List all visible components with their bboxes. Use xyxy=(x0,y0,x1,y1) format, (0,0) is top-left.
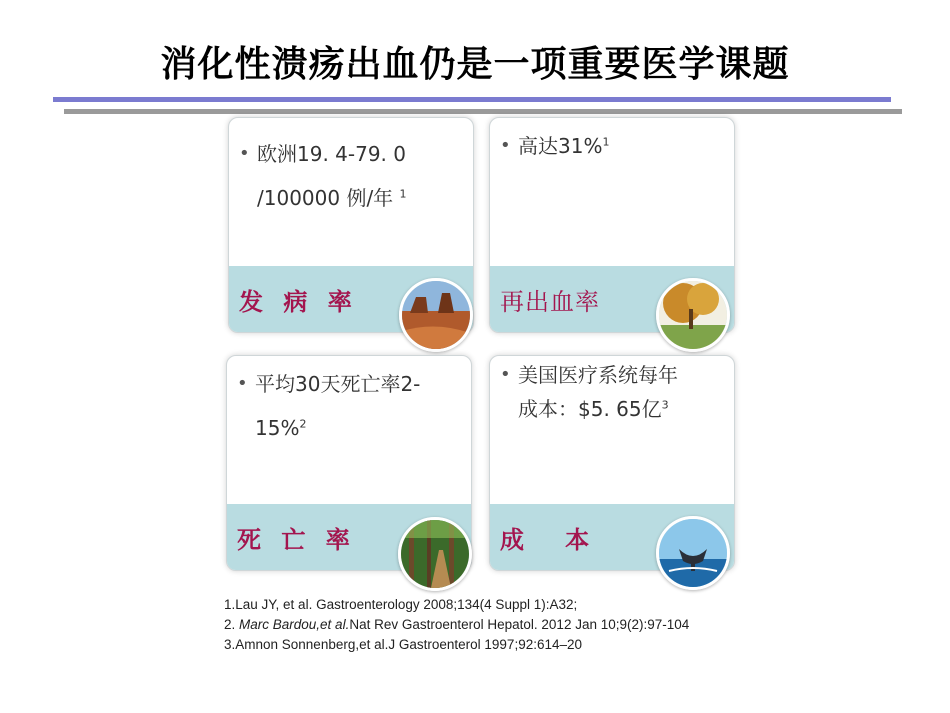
reference-2-source: Nat Rev Gastroenterol Hepatol. 2012 Jan 10;9(2):97-104 xyxy=(349,617,690,632)
reference-3: 3.Amnon Sonnenberg,et al.J Gastroenterol 1997;92:614–20 xyxy=(224,637,583,652)
bullet-icon: • xyxy=(239,143,250,164)
card-body xyxy=(490,118,734,266)
card-text-line2: /100000 例/年 xyxy=(257,186,394,210)
card-text-line1: 高达31% xyxy=(518,134,603,158)
reference-2-authors: Marc Bardou,et al. xyxy=(239,617,350,632)
bullet-icon: • xyxy=(500,135,511,156)
citation-sup: 1 xyxy=(399,187,407,201)
card-text-line2: 15% xyxy=(255,416,300,440)
card-text-line1: 美国医疗系统每年 xyxy=(518,363,678,387)
card-label: 再出血率 xyxy=(500,288,600,316)
reference-2-number: 2. xyxy=(224,617,240,632)
title-rule-gray xyxy=(64,109,902,114)
card-text-line1: 平均30天死亡率2- xyxy=(255,372,421,396)
autumn-tree-photo xyxy=(656,278,730,352)
citation-sup: 1 xyxy=(602,135,610,149)
bullet-icon: • xyxy=(237,373,248,394)
citation-sup: 3 xyxy=(661,398,669,412)
card-body xyxy=(229,118,473,266)
card-text-line2: 成本：$5. 65亿 xyxy=(518,397,662,421)
card-label: 成 本 xyxy=(500,526,594,554)
card-label: 发 病 率 xyxy=(239,288,358,316)
whale-tail-photo xyxy=(656,516,730,590)
bullet-icon: • xyxy=(500,364,511,385)
forest-path-photo xyxy=(398,517,472,591)
citation-sup: 2 xyxy=(299,417,307,431)
card-label: 死 亡 率 xyxy=(237,526,356,554)
card-body xyxy=(227,356,471,504)
slide-title: 消化性溃疡出血仍是一项重要医学课题 xyxy=(160,44,790,85)
title-rule-blue xyxy=(53,97,891,102)
desert-mesa-photo xyxy=(399,278,473,352)
card-text-line1: 欧洲19. 4-79. 0 xyxy=(257,142,406,166)
reference-1: 1.Lau JY, et al. Gastroenterology 2008;134(4 Suppl 1):A32; xyxy=(224,597,578,612)
card-body xyxy=(490,356,734,504)
reference-2 xyxy=(224,615,689,635)
references xyxy=(224,595,689,655)
